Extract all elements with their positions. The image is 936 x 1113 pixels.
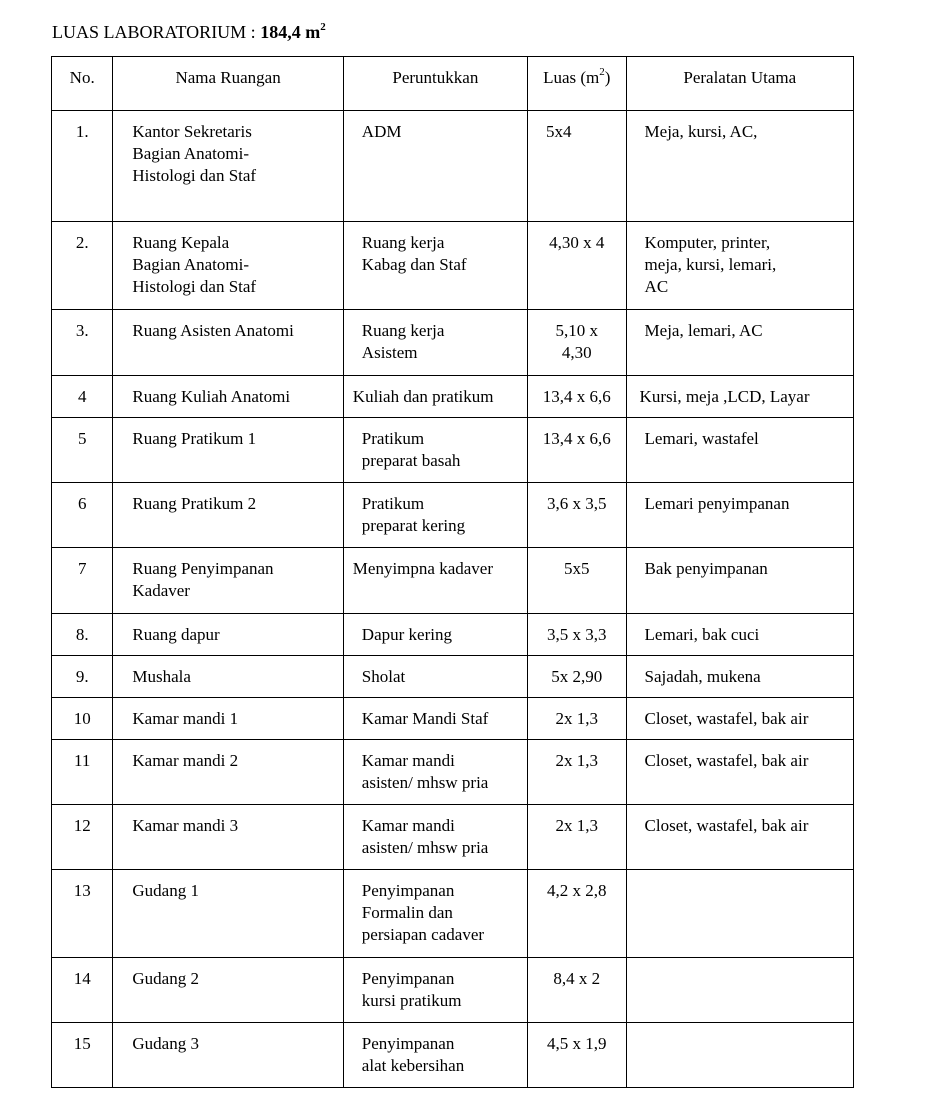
cell-name <box>113 376 343 418</box>
cell-area <box>527 310 626 376</box>
cell-equipment <box>626 111 853 222</box>
cell-no-text: 15 <box>73 1034 91 1053</box>
cell-equipment <box>626 548 853 614</box>
cell-area-text: 5x 2,90 <box>551 667 603 686</box>
table-row <box>52 740 854 805</box>
cell-equipment-text: Lemari, bak cuci <box>644 625 760 644</box>
header-no: No. <box>52 57 113 111</box>
cell-name <box>113 740 343 805</box>
table-header-row <box>52 57 854 111</box>
cell-no <box>52 805 113 870</box>
cell-area <box>527 870 626 958</box>
table-row <box>52 310 854 376</box>
cell-name-text: Kamar mandi 3 <box>132 816 239 835</box>
cell-use <box>343 614 527 656</box>
table-row <box>52 376 854 418</box>
cell-name <box>113 805 343 870</box>
cell-equipment <box>626 698 853 740</box>
table-row <box>52 614 854 656</box>
cell-no-text: 12 <box>73 816 91 835</box>
cell-use-text: Menyimpna kadaver <box>352 559 493 578</box>
table-row <box>52 1023 854 1088</box>
cell-no-text: 5 <box>77 429 87 448</box>
cell-area <box>527 698 626 740</box>
cell-no <box>52 483 113 548</box>
cell-use-text: Dapur kering <box>361 625 452 644</box>
cell-area-text: 2x 1,3 <box>555 709 598 728</box>
header-name: Nama Ruangan <box>113 57 343 111</box>
cell-area-text: 5x4 <box>545 122 572 141</box>
cell-name-text: Kamar mandi 2 <box>132 751 239 770</box>
cell-no <box>52 111 113 222</box>
cell-use-text: Kuliah dan pratikum <box>352 387 494 406</box>
cell-name <box>113 483 343 548</box>
cell-equipment <box>626 958 853 1023</box>
cell-area-text: 13,4 x 6,6 <box>542 387 611 406</box>
header-use: Peruntukkan <box>343 57 527 111</box>
cell-area <box>527 222 626 310</box>
cell-use-text: Ruang kerja Asistem <box>361 321 445 362</box>
cell-equipment <box>626 222 853 310</box>
cell-area <box>527 958 626 1023</box>
cell-equipment-text: Closet, wastafel, bak air <box>644 816 809 835</box>
cell-no <box>52 376 113 418</box>
cell-use <box>343 958 527 1023</box>
cell-no <box>52 958 113 1023</box>
cell-name <box>113 548 343 614</box>
cell-no-text: 10 <box>73 709 91 728</box>
cell-equipment-text: Sajadah, mukena <box>644 667 761 686</box>
cell-no <box>52 310 113 376</box>
cell-name-text: Mushala <box>132 667 191 686</box>
cell-no <box>52 548 113 614</box>
header-area: Luas $(m^2)$ <box>527 57 626 111</box>
cell-no <box>52 222 113 310</box>
table-row <box>52 111 854 222</box>
cell-no <box>52 740 113 805</box>
cell-equipment <box>626 483 853 548</box>
cell-equipment-text: Bak penyimpanan <box>644 559 768 578</box>
cell-use <box>343 111 527 222</box>
cell-name-text: Ruang Kuliah Anatomi <box>132 387 291 406</box>
cell-no-text: 2. <box>75 233 89 252</box>
cell-area <box>527 483 626 548</box>
cell-equipment <box>626 310 853 376</box>
cell-area <box>527 376 626 418</box>
cell-equipment-text: Meja, kursi, AC, <box>644 122 758 141</box>
cell-name <box>113 870 343 958</box>
cell-name-text: Ruang dapur <box>132 625 220 644</box>
cell-no-text: 1. <box>75 122 89 141</box>
cell-use-text: Pratikum preparat basah <box>361 429 461 470</box>
cell-no-text: 9. <box>75 667 89 686</box>
cell-name <box>113 656 343 698</box>
cell-use <box>343 870 527 958</box>
cell-area-text: 13,4 x 6,6 <box>542 429 611 448</box>
cell-area <box>527 805 626 870</box>
cell-no-text: 8. <box>75 625 89 644</box>
cell-name-text: Gudang 2 <box>132 969 199 988</box>
cell-no <box>52 1023 113 1088</box>
cell-no-text: 14 <box>73 969 91 988</box>
table-row <box>52 548 854 614</box>
cell-no <box>52 418 113 483</box>
table-row <box>52 805 854 870</box>
cell-use-text: Kamar Mandi Staf <box>361 709 489 728</box>
cell-name-text: Ruang Penyimpanan Kadaver <box>132 559 274 600</box>
cell-equipment <box>626 1023 853 1088</box>
cell-use-text: Penyimpanan alat kebersihan <box>361 1034 465 1075</box>
cell-name <box>113 111 343 222</box>
cell-no <box>52 614 113 656</box>
cell-area-text: 2x 1,3 <box>555 751 598 770</box>
cell-no-text: 3. <box>75 321 89 340</box>
cell-equipment-text: Lemari, wastafel <box>644 429 759 448</box>
cell-equipment-text: Kursi, meja ,LCD, Layar <box>639 387 810 406</box>
cell-area-text: 3,6 x 3,5 <box>546 494 607 513</box>
cell-name <box>113 958 343 1023</box>
cell-use <box>343 1023 527 1088</box>
cell-area <box>527 418 626 483</box>
cell-use <box>343 418 527 483</box>
cell-area-text: 8,4 x 2 <box>553 969 601 988</box>
cell-area <box>527 1023 626 1088</box>
table-row <box>52 418 854 483</box>
cell-use <box>343 698 527 740</box>
table-row <box>52 958 854 1023</box>
cell-use-text: Kamar mandi asisten/ mhsw pria <box>361 816 489 857</box>
cell-use-text: ADM <box>361 122 402 141</box>
table-row <box>52 870 854 958</box>
cell-equipment <box>626 614 853 656</box>
cell-name-text: Ruang Asisten Anatomi <box>132 321 294 340</box>
cell-name-text: Kantor Sekretaris Bagian Anatomi- Histologi dan Staf <box>132 122 257 185</box>
table-row <box>52 222 854 310</box>
cell-equipment <box>626 740 853 805</box>
cell-area-text: 3,5 x 3,3 <box>546 625 607 644</box>
cell-name <box>113 698 343 740</box>
cell-use <box>343 222 527 310</box>
cell-name <box>113 418 343 483</box>
cell-equipment-text: Closet, wastafel, bak air <box>644 709 809 728</box>
cell-use <box>343 805 527 870</box>
table-row <box>52 656 854 698</box>
cell-name-text: Ruang Pratikum 1 <box>132 429 257 448</box>
cell-name-text: Gudang 1 <box>132 881 199 900</box>
title-value: 184,4 $m^2$ <box>260 21 326 42</box>
title-label: LUAS LABORATORIUM : <box>52 22 261 42</box>
cell-use <box>343 656 527 698</box>
room-table <box>51 56 854 1088</box>
cell-equipment <box>626 870 853 958</box>
cell-equipment <box>626 376 853 418</box>
cell-use-text: Kamar mandi asisten/ mhsw pria <box>361 751 489 792</box>
table-row <box>52 698 854 740</box>
cell-area-text: 4,2 x 2,8 <box>546 881 607 900</box>
cell-use <box>343 483 527 548</box>
cell-equipment <box>626 656 853 698</box>
cell-name <box>113 1023 343 1088</box>
cell-use-text: Penyimpanan kursi pratikum <box>361 969 462 1010</box>
cell-name-text: Gudang 3 <box>132 1034 199 1053</box>
cell-use <box>343 740 527 805</box>
cell-equipment <box>626 418 853 483</box>
cell-area-text: 4,30 x 4 <box>549 233 605 252</box>
header-equipment: Peralatan Utama <box>626 57 853 111</box>
cell-area <box>527 548 626 614</box>
cell-area-text: 5,10 x 4,30 <box>555 321 598 362</box>
cell-area-text: 5x5 <box>563 559 590 578</box>
cell-use <box>343 376 527 418</box>
cell-name <box>113 222 343 310</box>
cell-no <box>52 698 113 740</box>
cell-area <box>527 656 626 698</box>
cell-no-text: 4 <box>77 387 87 406</box>
cell-no-text: 6 <box>77 494 87 513</box>
cell-equipment <box>626 805 853 870</box>
cell-area <box>527 740 626 805</box>
cell-no <box>52 656 113 698</box>
cell-no-text: 7 <box>77 559 87 578</box>
cell-name <box>113 614 343 656</box>
cell-no <box>52 870 113 958</box>
cell-use-text: Penyimpanan Formalin dan persiapan cadaver <box>361 881 485 944</box>
cell-area <box>527 111 626 222</box>
cell-use <box>343 548 527 614</box>
table-row <box>52 483 854 548</box>
cell-name-text: Kamar mandi 1 <box>132 709 239 728</box>
cell-equipment-text: Komputer, printer, meja, kursi, lemari, AC <box>644 233 777 296</box>
cell-area-text: 2x 1,3 <box>555 816 598 835</box>
cell-equipment-text: Lemari penyimpanan <box>644 494 790 513</box>
document-title <box>52 20 326 44</box>
cell-name <box>113 310 343 376</box>
cell-equipment-text: Meja, lemari, AC <box>644 321 763 340</box>
cell-name-text: Ruang Kepala Bagian Anatomi- Histologi dan Staf <box>132 233 257 296</box>
cell-use-text: Pratikum preparat kering <box>361 494 466 535</box>
cell-area <box>527 614 626 656</box>
cell-use-text: Sholat <box>361 667 406 686</box>
cell-no-text: 13 <box>73 881 91 900</box>
cell-no-text: 11 <box>74 751 91 770</box>
cell-equipment-text: Closet, wastafel, bak air <box>644 751 809 770</box>
cell-area-text: 4,5 x 1,9 <box>546 1034 607 1053</box>
cell-name-text: Ruang Pratikum 2 <box>132 494 257 513</box>
cell-use <box>343 310 527 376</box>
cell-use-text: Ruang kerja Kabag dan Staf <box>361 233 467 274</box>
